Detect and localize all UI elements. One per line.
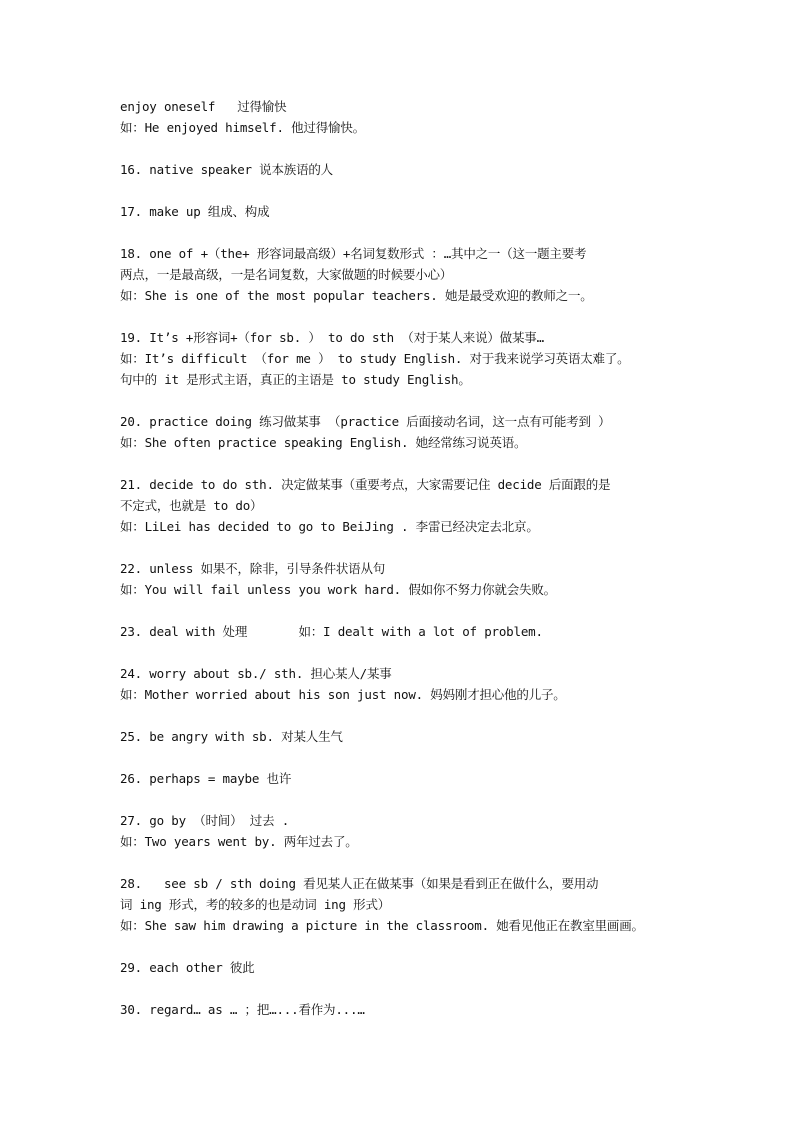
entry-25 <box>120 726 680 747</box>
example-line: 如：She saw him drawing a picture in the classroom. 她看见他正在教室里画画。 <box>120 918 644 933</box>
entry-line: 18. one of +（the+ 形容词最高级）+名词复数形式 ：…其中之一（这一题主要考 <box>120 246 587 261</box>
entry-line: 两点，一是最高级，一是名词复数，大家做题的时候要小心） <box>120 267 453 282</box>
entry-18 <box>120 243 680 306</box>
example-line: 如：Two years went by. 两年过去了。 <box>120 834 358 849</box>
entry-line: enjoy oneself 过得愉快 <box>120 99 287 114</box>
entry-line: 28. see sb / sth doing 看见某人正在做某事（如果是看到正在做什么，要用动 <box>120 876 599 891</box>
entry-30 <box>120 999 680 1020</box>
example-line: 如：She is one of the most popular teachers. 她是最受欢迎的教师之一。 <box>120 288 593 303</box>
entry-line: 26. perhaps = maybe 也许 <box>120 771 292 786</box>
entry-line: 19. It’s +形容词+（for sb. ） to do sth （对于某人来说）做某事… <box>120 330 544 345</box>
entry-line: 22. unless 如果不，除非，引导条件状语从句 <box>120 561 386 576</box>
example-line: 如：He enjoyed himself. 他过得愉快。 <box>120 120 365 135</box>
entry-line: 16. native speaker 说本族语的人 <box>120 162 333 177</box>
entry-line: 27. go by （时间） 过去 . <box>120 813 290 828</box>
entry-line: 17. make up 组成、构成 <box>120 204 270 219</box>
example-line: 如：It’s difficult （for me ） to study English. 对于我来说学习英语太难了。 <box>120 351 630 366</box>
example-line: 如：You will fail unless you work hard. 假如你不努力你就会失败。 <box>120 582 556 597</box>
entry-23 <box>120 621 680 642</box>
entry-19 <box>120 327 680 390</box>
entry-29 <box>120 957 680 978</box>
entry-line: 29. each other 彼此 <box>120 960 255 975</box>
entry-21 <box>120 474 680 537</box>
entry-line: 词 ing 形式，考的较多的也是动词 ing 形式） <box>120 897 391 912</box>
entry-16 <box>120 159 680 180</box>
entry-line: 25. be angry with sb. 对某人生气 <box>120 729 343 744</box>
entry-line: 20. practice doing 练习做某事 （practice 后面接动名词，这一点有可能考到 ） <box>120 414 611 429</box>
entry-line: 24. worry about sb./ sth. 担心某人/某事 <box>120 666 392 681</box>
entry-28 <box>120 873 680 936</box>
entry-line: 23. deal with 处理 如：I dealt with a lot of problem. <box>120 624 543 639</box>
entry-17 <box>120 201 680 222</box>
example-line: 如：Mother worried about his son just now. 妈妈刚才担心他的儿子。 <box>120 687 566 702</box>
entry-27 <box>120 810 680 852</box>
note-line: 句中的 it 是形式主语，真正的主语是 to study English。 <box>120 372 471 387</box>
entry-26 <box>120 768 680 789</box>
document-body <box>120 96 680 1020</box>
entry-line: 不定式，也就是 to do） <box>120 498 263 513</box>
entry-enjoy-oneself <box>120 96 680 138</box>
entry-line: 30. regard… as … ；把…...看作为...… <box>120 1002 365 1017</box>
entry-20 <box>120 411 680 453</box>
example-line: 如：She often practice speaking English. 她经常练习说英语。 <box>120 435 527 450</box>
entry-line: 21. decide to do sth. 决定做某事（重要考点，大家需要记住 decide 后面跟的是 <box>120 477 611 492</box>
entry-24 <box>120 663 680 705</box>
example-line: 如：LiLei has decided to go to BeiJing . 李雷已经决定去北京。 <box>120 519 539 534</box>
entry-22 <box>120 558 680 600</box>
